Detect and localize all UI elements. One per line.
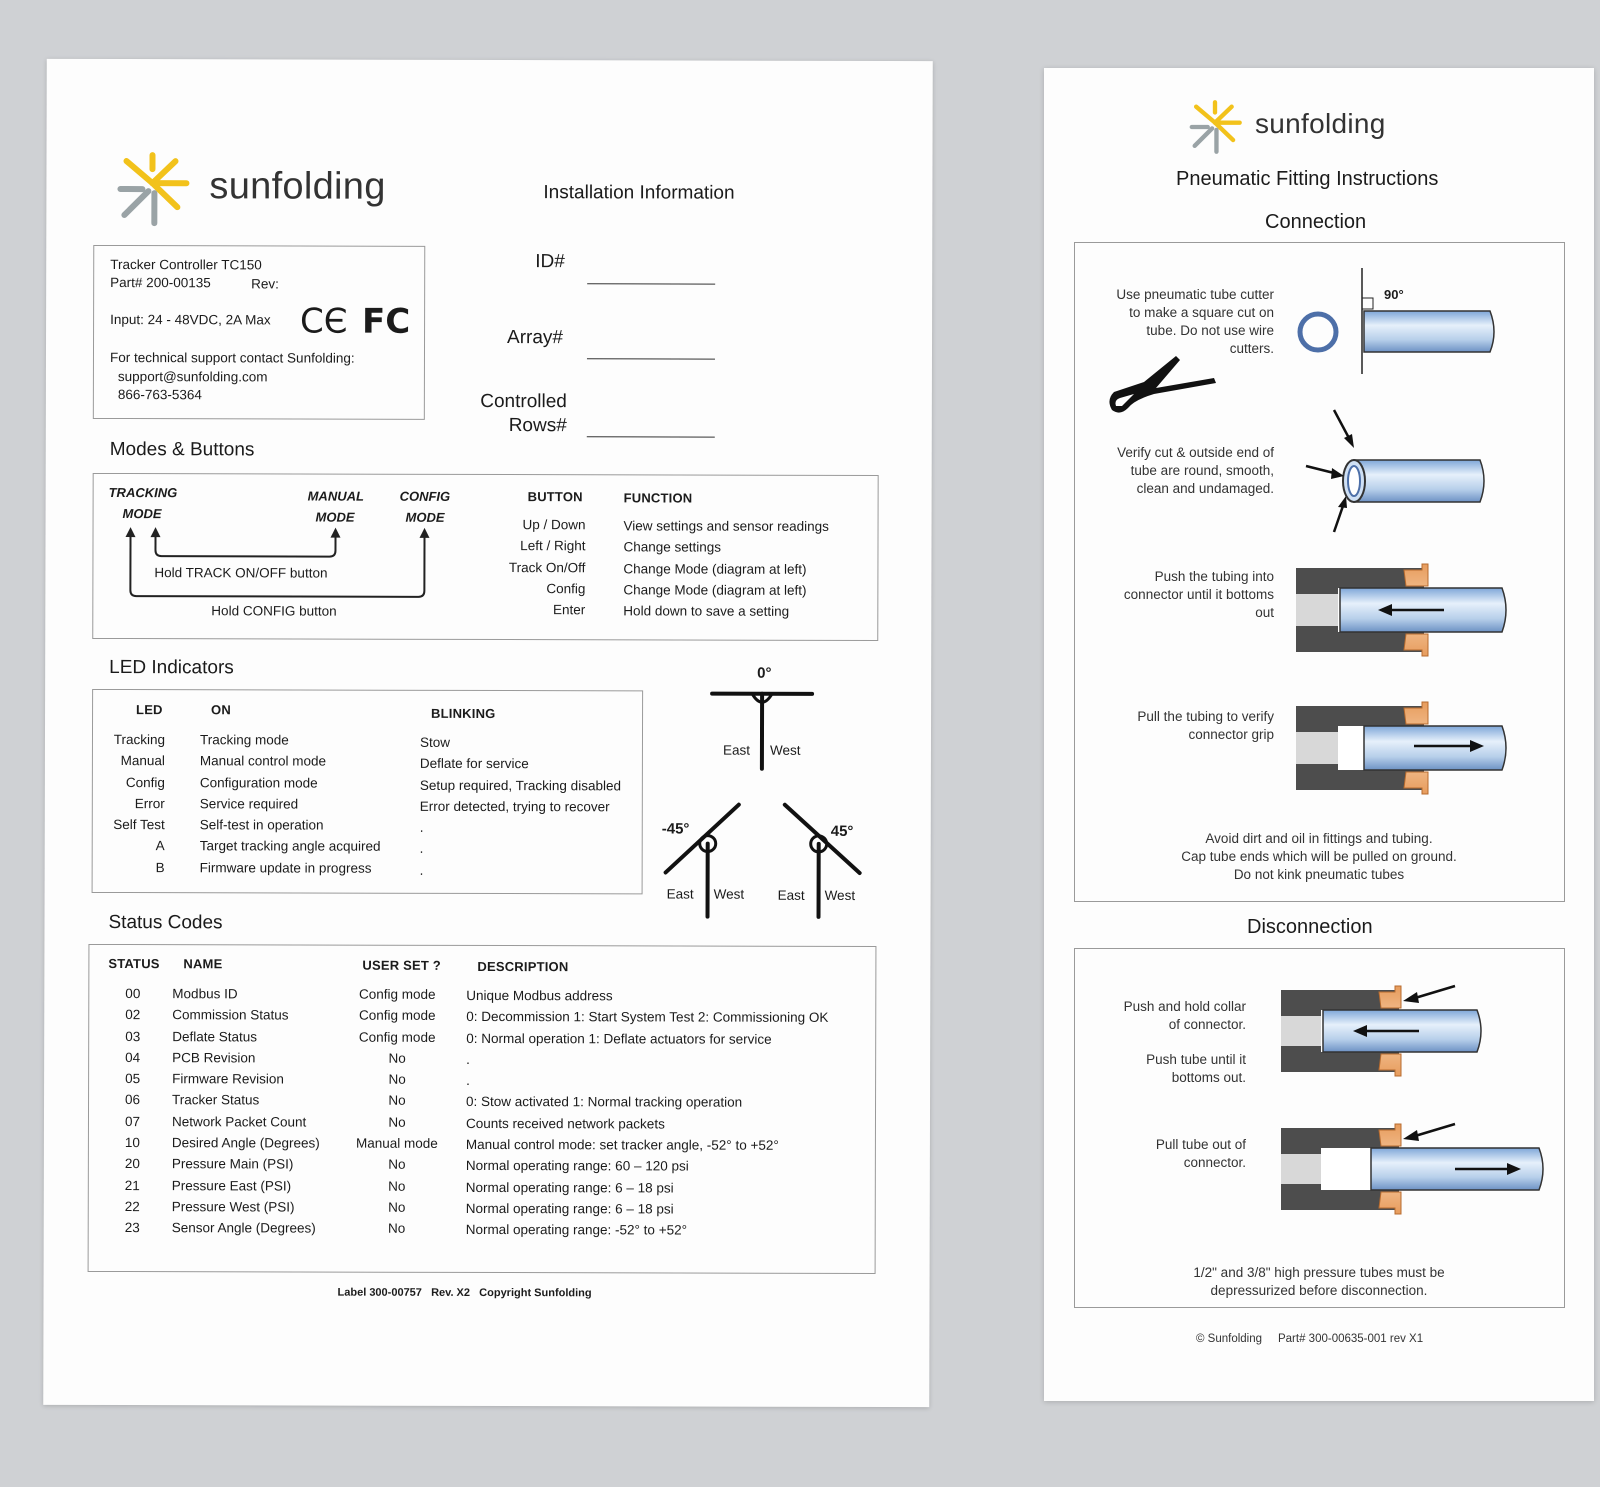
status-name: PCB Revision xyxy=(172,1050,256,1066)
status-name: Commission Status xyxy=(172,1007,289,1023)
west-label-zero: West xyxy=(769,742,801,758)
support-email: support@sunfolding.com xyxy=(117,369,268,385)
blinking-header: BLINKING xyxy=(431,705,496,722)
status-code: 04 xyxy=(125,1049,141,1065)
status-user-set: Manual mode xyxy=(355,1135,438,1151)
led-name: Self Test xyxy=(113,817,165,833)
status-name: Pressure East (PSI) xyxy=(171,1177,292,1194)
angle-pos45-label: 45° xyxy=(830,822,854,840)
led-on-list xyxy=(200,729,381,879)
status-description: Normal operating range: 60 – 120 psi xyxy=(465,1158,689,1174)
function-item: Change Mode (diagram at left) xyxy=(623,560,807,577)
instructions-footer: © Sunfolding Part# 300-00635-001 rev X1 xyxy=(1196,1333,1424,1345)
label-footer: Label 300-00757 Rev. X2 Copyright Sunfolding xyxy=(337,1286,592,1300)
name-header: NAME xyxy=(183,956,223,972)
hold-track-text: Hold TRACK ON/OFF button xyxy=(154,565,328,581)
disconnect-step3-text: Pull tube out of connector. xyxy=(1155,1137,1246,1170)
status-name: Modbus ID xyxy=(172,986,238,1002)
led-blink: Deflate for service xyxy=(419,756,529,772)
status-section-title: Status Codes xyxy=(108,912,223,934)
pneumatic-instructions-sheet xyxy=(1044,68,1594,1401)
disconnect-step2-text: Push tube until it bottoms out. xyxy=(1146,1052,1246,1085)
status-name: Pressure Main (PSI) xyxy=(171,1156,294,1172)
status-user-set-list xyxy=(347,984,448,1240)
status-description: Normal operating range: -52° to +52° xyxy=(465,1222,688,1238)
led-name: Tracking xyxy=(113,732,166,748)
sunfolding-logo-icon xyxy=(1186,98,1244,156)
function-header: FUNCTION xyxy=(623,490,693,506)
function-list xyxy=(623,515,829,622)
west-label-neg: West xyxy=(713,886,745,902)
button-item: Track On/Off xyxy=(508,559,586,575)
status-description: . xyxy=(466,1073,470,1089)
connection-note: Avoid dirt and oil in fittings and tubing. Cap tube ends which will be pulled on ground. Do not kink pneumatic tubes xyxy=(1181,831,1457,882)
led-blink: . xyxy=(419,820,424,836)
device-part: Part# 200-00135 xyxy=(110,275,211,291)
led-on: Target tracking angle acquired xyxy=(199,838,381,855)
led-name: B xyxy=(155,859,165,875)
on-header: ON xyxy=(211,702,231,718)
disconnection-title: Disconnection xyxy=(1247,916,1373,938)
support-line: For technical support contact Sunfolding: xyxy=(109,350,355,366)
device-name: Tracker Controller TC150 xyxy=(110,257,262,273)
square-cut-tube-illustration xyxy=(1294,266,1564,386)
status-user-set: No xyxy=(388,1178,406,1194)
user-set-header: USER SET ? xyxy=(362,957,441,973)
led-on: Firmware update in progress xyxy=(199,860,372,876)
button-list xyxy=(485,514,585,621)
id-blank xyxy=(587,283,715,284)
led-name-list xyxy=(85,729,165,878)
status-description: 0: Decommission 1: Start System Test 2: Commissioning OK xyxy=(466,1009,829,1026)
east-label-neg: East xyxy=(666,886,694,902)
hold-config-text: Hold CONFIG button xyxy=(211,603,337,619)
config-mode-label-2: MODE xyxy=(405,509,445,525)
step3-text: Push the tubing into connector until it bottoms out xyxy=(1123,569,1274,620)
led-blink-list xyxy=(420,732,622,882)
status-name: Sensor Angle (Degrees) xyxy=(171,1220,316,1236)
status-description: Counts received network packets xyxy=(465,1115,665,1132)
status-code: 20 xyxy=(124,1156,140,1172)
status-user-set: No xyxy=(388,1199,406,1215)
status-user-set: No xyxy=(388,1157,406,1173)
led-name: Config xyxy=(125,774,165,790)
status-name: Network Packet Count xyxy=(171,1113,307,1130)
function-item: Change Mode (diagram at left) xyxy=(623,582,807,598)
support-phone: 866-763-5364 xyxy=(117,387,202,403)
push-collar-illustration xyxy=(1279,980,1549,1080)
brand-name: sunfolding xyxy=(1255,108,1386,139)
status-user-set: No xyxy=(388,1221,406,1237)
status-user-set: Config mode xyxy=(358,1007,436,1024)
status-name: Deflate Status xyxy=(172,1028,258,1044)
button-item: Left / Right xyxy=(520,538,586,554)
led-on: Manual control mode xyxy=(199,753,327,769)
west-label-pos: West xyxy=(824,887,856,903)
step4-text: Pull the tubing to verify connector grip xyxy=(1137,709,1274,742)
led-blink: . xyxy=(419,841,424,857)
manual-mode-label-1: MANUAL xyxy=(307,488,364,504)
east-label-zero: East xyxy=(722,742,750,758)
device-input: Input: 24 - 48VDC, 2A Max xyxy=(110,312,271,328)
description-header: DESCRIPTION xyxy=(477,958,569,975)
status-description: Manual control mode: set tracker angle, -52° to +52° xyxy=(465,1137,779,1153)
status-name: Firmware Revision xyxy=(172,1071,284,1087)
led-blink: Setup required, Tracking disabled xyxy=(419,777,622,793)
status-code: 10 xyxy=(124,1135,140,1151)
status-code-list xyxy=(125,983,141,1239)
status-description: 0: Stow activated 1: Normal tracking operation xyxy=(466,1094,743,1111)
ce-mark-icon: CЄ xyxy=(300,301,348,342)
status-description: Normal operating range: 6 – 18 psi xyxy=(465,1179,674,1196)
rows-label-line2: Rows# xyxy=(508,415,567,437)
led-on: Self-test in operation xyxy=(199,817,324,833)
status-name: Tracker Status xyxy=(172,1092,260,1108)
status-description-list xyxy=(466,985,829,1242)
led-name: Manual xyxy=(120,753,165,769)
rows-label-line1: Controlled xyxy=(480,390,567,413)
array-label: Array# xyxy=(507,327,564,349)
led-name: A xyxy=(155,838,165,854)
status-user-set: No xyxy=(388,1114,406,1130)
pull-tube-out-illustration xyxy=(1279,1118,1579,1218)
led-blink: Stow xyxy=(419,734,451,750)
sunfolding-logo-icon xyxy=(112,149,192,229)
rows-blank xyxy=(587,436,715,437)
status-code: 05 xyxy=(125,1071,141,1087)
function-item: Hold down to save a setting xyxy=(623,603,790,619)
id-label: ID# xyxy=(535,251,565,273)
status-code: 23 xyxy=(124,1220,140,1236)
status-name: Desired Angle (Degrees) xyxy=(171,1135,320,1151)
installation-title: Installation Information xyxy=(543,182,735,204)
status-name-list xyxy=(172,983,320,1239)
status-description: Normal operating range: 6 – 18 psi xyxy=(465,1200,674,1217)
tracking-mode-label-2: MODE xyxy=(122,506,162,522)
button-item: Enter xyxy=(553,602,586,618)
led-section-title: LED Indicators xyxy=(109,657,234,679)
status-code: 07 xyxy=(124,1113,141,1129)
status-name: Pressure West (PSI) xyxy=(171,1199,295,1215)
angle-neg45-label: -45° xyxy=(661,820,690,838)
led-blink: . xyxy=(419,862,424,878)
tracking-mode-label-1: TRACKING xyxy=(108,485,178,501)
config-mode-label-1: CONFIG xyxy=(399,488,451,504)
disconnection-note: 1/2" and 3/8" high pressure tubes must be depressurized before disconnection. xyxy=(1193,1265,1445,1298)
status-description: . xyxy=(466,1051,470,1067)
status-code: 06 xyxy=(125,1092,141,1108)
button-item: Config xyxy=(546,581,586,597)
led-on: Tracking mode xyxy=(199,732,289,748)
status-user-set: No xyxy=(388,1093,406,1109)
led-on: Configuration mode xyxy=(199,774,318,791)
status-code: 02 xyxy=(125,1007,141,1023)
angle-zero-label: 0° xyxy=(757,664,772,682)
button-item: Up / Down xyxy=(522,517,586,533)
status-description: 0: Normal operation 1: Deflate actuators for service xyxy=(466,1030,772,1047)
status-user-set: Config mode xyxy=(359,986,436,1002)
manual-mode-label-2: MODE xyxy=(315,509,355,525)
status-user-set: No xyxy=(388,1050,406,1066)
status-code: 00 xyxy=(125,986,141,1002)
step1-text: Use pneumatic tube cutter to make a square cut on tube. Do not use wire cutters. xyxy=(1116,287,1274,356)
status-user-set: Config mode xyxy=(358,1029,436,1045)
brand-name: sunfolding xyxy=(209,165,386,208)
angle-90-label: 90° xyxy=(1384,287,1404,302)
led-header: LED xyxy=(136,702,163,718)
installation-label-sheet xyxy=(43,59,933,1407)
device-rev: Rev: xyxy=(251,276,279,292)
verify-cut-illustration xyxy=(1304,408,1564,538)
pull-verify-grip-illustration xyxy=(1294,698,1564,798)
array-blank xyxy=(587,358,715,359)
led-on: Service required xyxy=(199,796,299,812)
step2-text: Verify cut & outside end of tube are round, smooth, clean and undamaged. xyxy=(1117,445,1274,496)
status-code: 03 xyxy=(125,1028,141,1044)
status-header: STATUS xyxy=(108,956,160,972)
function-item: View settings and sensor readings xyxy=(623,518,829,534)
led-blink: Error detected, trying to recover xyxy=(419,798,610,815)
button-header: BUTTON xyxy=(527,489,583,505)
instructions-title: Pneumatic Fitting Instructions xyxy=(1176,168,1439,190)
disconnect-step1-text: Push and hold collar of connector. xyxy=(1123,999,1246,1032)
fcc-mark-icon: FC xyxy=(362,301,411,342)
status-user-set: No xyxy=(388,1071,406,1087)
push-into-connector-illustration xyxy=(1294,560,1564,660)
modes-section-title: Modes & Buttons xyxy=(109,439,255,461)
connection-title: Connection xyxy=(1265,211,1367,233)
status-code: 22 xyxy=(124,1199,140,1215)
east-label-pos: East xyxy=(777,887,805,903)
function-item: Change settings xyxy=(623,539,722,555)
status-description: Unique Modbus address xyxy=(466,987,613,1004)
tube-cutter-icon xyxy=(1104,348,1219,418)
status-code: 21 xyxy=(124,1177,140,1193)
led-name: Error xyxy=(134,795,165,812)
